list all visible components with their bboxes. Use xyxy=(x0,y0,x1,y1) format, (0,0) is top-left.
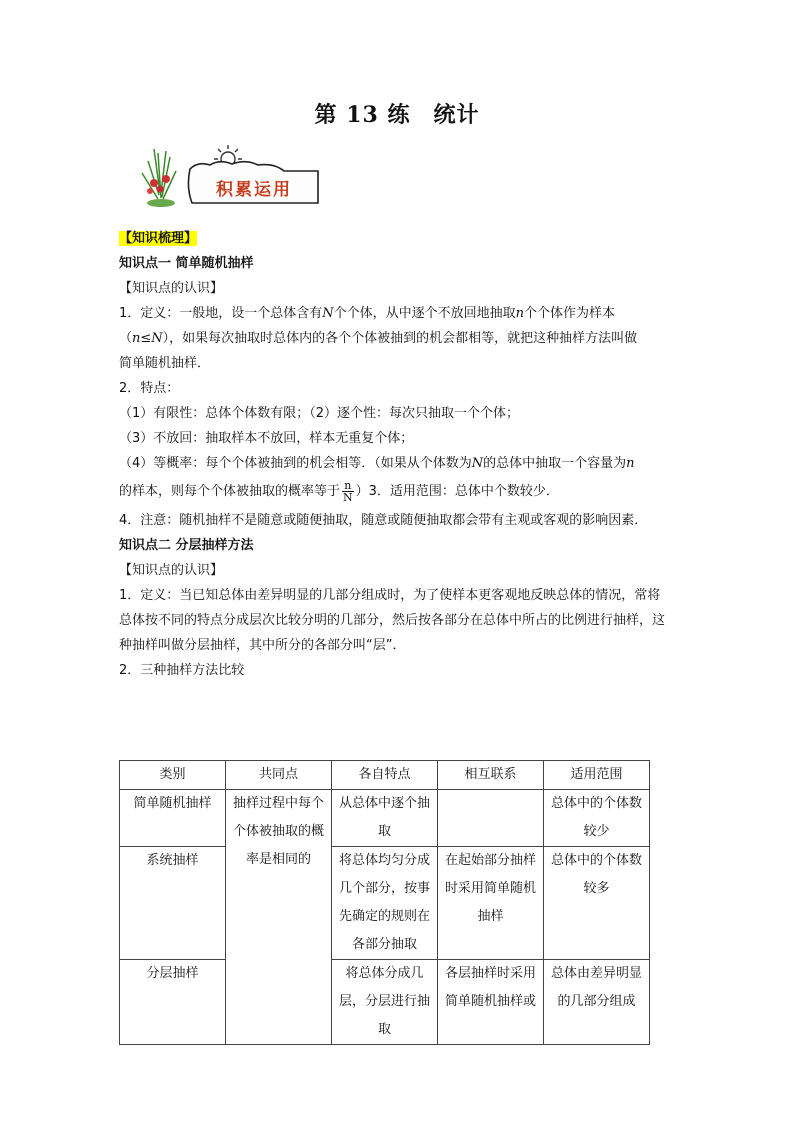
kp1-def-line3: 简单随机抽样． xyxy=(119,356,211,371)
table-header: 类别 xyxy=(120,761,226,790)
table-header: 各自特点 xyxy=(332,761,438,790)
feature-cell: 从总体中逐个抽取 xyxy=(332,790,438,847)
kp2-definition: 1．定义：当已知总体由差异明显的几部分组成时，为了使样本更客观地反映总体的情况，常将总体按不同的特点分成层次比较分明的几部分，然后按各部分在总体中所占的比例进行抽样，这种抽样叫做分层抽样，其中所分的各部分叫“层”． xyxy=(119,588,666,653)
scope-cell: 总体中的个体数较少 xyxy=(544,790,650,847)
kp1-feature-1-2: （1）有限性：总体个体数有限；（2）逐个性：每次只抽取一个个体； xyxy=(119,406,520,421)
type-cell: 分层抽样 xyxy=(120,960,226,1045)
kp1-features-title: 2．特点： xyxy=(119,381,180,396)
common-cell: 抽样过程中每个个体被抽取的概率是相同的 xyxy=(226,790,332,1045)
type-cell: 简单随机抽样 xyxy=(120,790,226,847)
table-header: 共同点 xyxy=(226,761,332,790)
kp1-feature-3: （3）不放回：抽取样本不放回，样本无重复个体； xyxy=(119,431,414,446)
kp1-feature-4-cont: 的样本，则每个个体被抽取的概率等于 $\frac{n}{N}$ ）3．适用范围：总体中个数较少． xyxy=(119,479,559,504)
table-header: 相互联系 xyxy=(438,761,544,790)
relation-cell xyxy=(438,790,544,847)
kp1-feature-4: （4）等概率：每个个体被抽到的机会相等．（如果从个体数为N的总体中抽取一个容量为n xyxy=(119,456,635,471)
scope-cell: 总体中的个体数较多 xyxy=(544,847,650,960)
kp2-sub: 【知识点的认识】 xyxy=(119,563,224,578)
table-header-row xyxy=(120,761,650,790)
section-banner-decoration xyxy=(128,143,328,213)
table-header: 适用范围 xyxy=(544,761,650,790)
kp1-note: 4．注意：随机抽样不是随意或随便抽取，随意或随便抽取都会带有主观或客观的影响因素． xyxy=(119,513,648,528)
feature-cell: 将总体均匀分成几个部分，按事先确定的规则在各部分抽取 xyxy=(332,847,438,960)
page-title: 第 13 练 统计 xyxy=(314,102,480,128)
relation-cell: 在起始部分抽样时采用简单随机抽样 xyxy=(438,847,544,960)
table-row xyxy=(120,960,650,1045)
flower-plant-icon xyxy=(142,149,176,207)
feature-cell: 将总体分成几层，分层进行抽取 xyxy=(332,960,438,1045)
kp1-heading: 知识点一 简单随机抽样 xyxy=(119,256,254,271)
kp1-def-line1: 1．定义：一般地，设一个总体含有N个个体，从中逐个不放回地抽取n个个体作为样本 xyxy=(119,306,616,321)
kp2-heading: 知识点二 分层抽样方法 xyxy=(119,538,254,553)
kp1-sub: 【知识点的认识】 xyxy=(119,281,224,296)
kp1-def-line2: （n≤N），如果每次抽取时总体内的各个个体被抽到的机会都相等，就把这种抽样方法叫做 xyxy=(119,331,638,346)
type-cell: 系统抽样 xyxy=(120,847,226,960)
fraction-n-over-N: $\frac{n}{N}$ xyxy=(343,479,353,504)
scope-cell: 总体由差异明显的几部分组成 xyxy=(544,960,650,1045)
sampling-comparison-table xyxy=(119,760,650,1045)
section-tag: 【知识梳理】 xyxy=(119,231,198,246)
table-row xyxy=(120,847,650,960)
document-body xyxy=(119,226,679,683)
relation-cell: 各层抽样时采用简单随机抽样或 xyxy=(438,960,544,1045)
kp2-compare-title: 2．三种抽样方法比较 xyxy=(119,663,245,678)
table-row xyxy=(120,790,650,847)
banner-text: 积累运用 xyxy=(216,180,292,200)
